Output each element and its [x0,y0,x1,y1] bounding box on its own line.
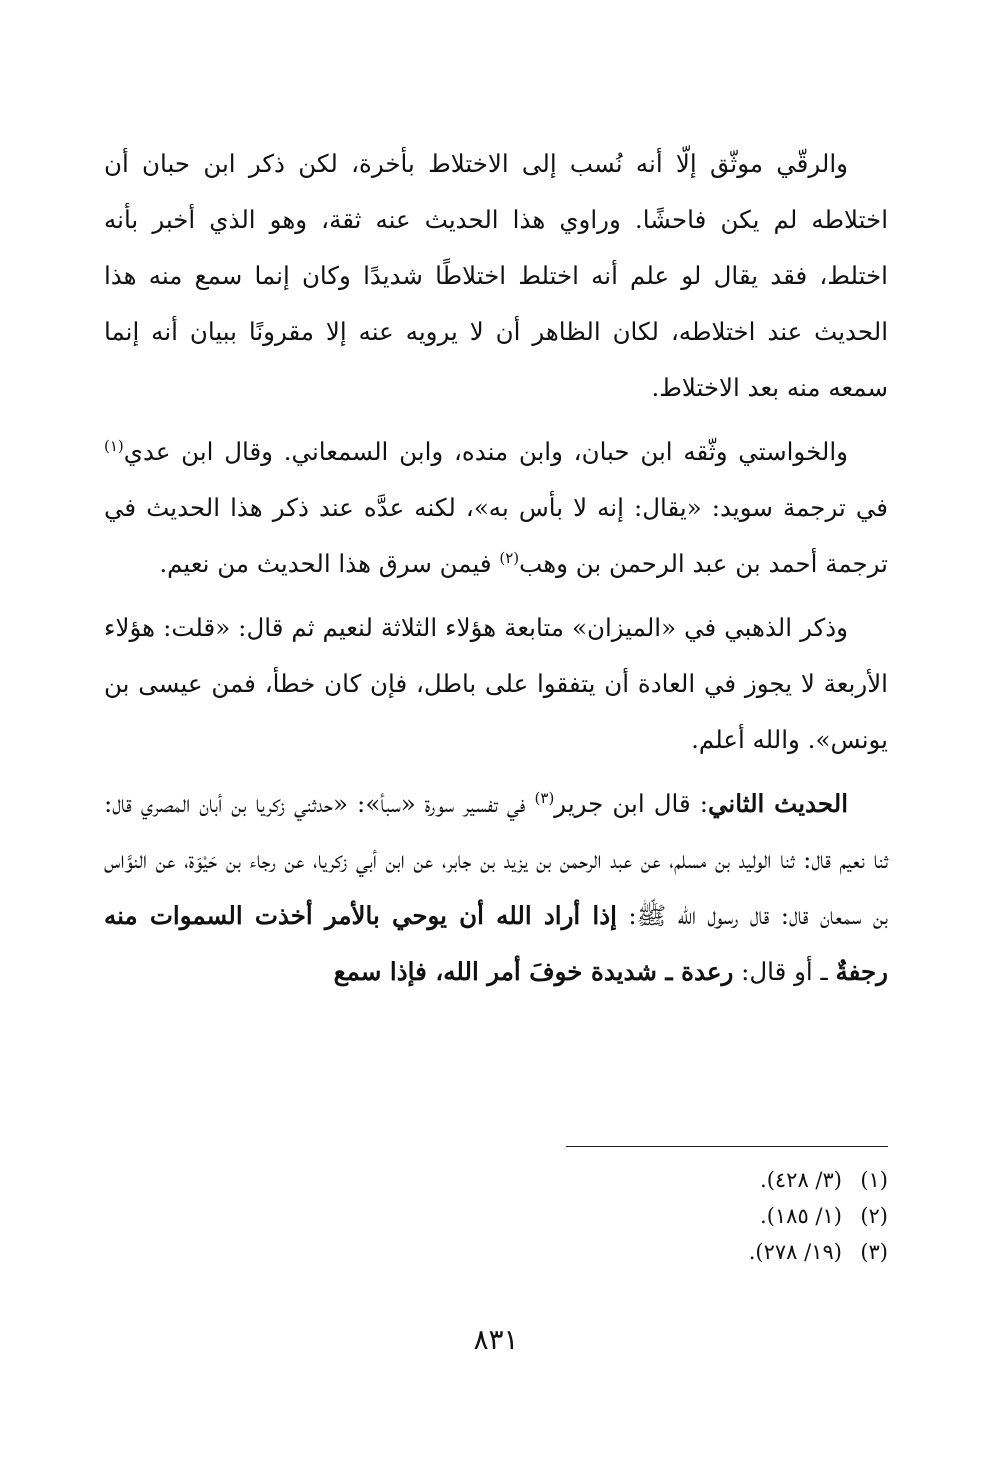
footnote-3 [488,1234,888,1270]
paragraph-4-text-c: ـ أو قال: [733,957,836,986]
section-heading: الحديث الثاني [708,789,848,818]
footnote-3-text: (١٩/ ٢٧٨). [748,1240,842,1264]
paragraph-3 [104,600,888,768]
paragraph-1 [104,136,888,416]
paragraph-3-text: وذكر الذهبي في «الميزان» متابعة هؤلاء الثلاثة لنعيم ثم قال: «قلت: هؤلاء الأربعة لا يجوز في العادة أن يتفقوا على باطل، فإن كان خطأ، فمن عيسى بن يونس». والله أعلم. [104,613,888,754]
footnote-2-number: (٢) [860,1204,888,1228]
footnote-1 [488,1162,888,1198]
page-number: ٨٣١ [473,1323,519,1356]
footnote-2-text: (١/ ١٨٥). [760,1204,842,1228]
footnote-ref-3[interactable]: (٣) [534,788,555,807]
footnote-ref-2[interactable]: (٢) [499,548,520,567]
footnote-1-text: (٣/ ٤٢٨). [760,1168,842,1192]
footnote-ref-1[interactable]: (١) [104,436,124,455]
paragraph-2-text-b: في ترجمة سويد: «يقال: إنه لا بأس به»، لكنه عدَّه عند ذكر هذا الحديث في ترجمة أحمد بن عبد الرحمن بن وهب [104,493,888,578]
footnote-3-number: (٣) [860,1240,888,1264]
main-text [104,136,888,1000]
paragraph-1-text: والرقّي موثّق إلّا أنه نُسب إلى الاختلاط بأخرة، لكن ذكر ابن حبان أن اختلاطه لم يكن فاحشًا. وراوي هذا الحديث عنه ثقة، وهو الذي أخبر بأنه اختلط، فقد يقال لو علم أنه اختلط اختلاطًا شديدًا وكان إنما سمع منه هذا الحديث عند اختلاطه، لكان الظاهر أن لا يرويه عنه إلا مقرونًا ببيان أنه إنما سمعه منه بعد الاختلاط. [104,149,888,402]
paragraph-2 [104,424,888,592]
footnotes-list [488,1162,888,1270]
paragraph-4 [104,776,888,1000]
paragraph-2-text-a: والخواستي وثّقه ابن حبان، وابن منده، وابن السمعاني. وقال ابن عدي [123,437,848,466]
paragraph-4-text-b: في تفسير سورة «سبأ»: «حدثني زكريا بن أبان المصري قال: ثنا نعيم قال: ثنا الوليد بن مسلم، عن عبد الرحمن بن يزيد بن جابر، عن ابن أبي زكريا، عن رجاء بن حَيْوَة، عن النوَّاس بن سمعان قال: قال رسول الله ﷺ: [104,789,888,930]
paragraph-4-text-a: : قال ابن جرير [554,789,708,818]
footnote-2 [488,1198,888,1234]
footnote-1-number: (١) [860,1168,888,1192]
paragraph-2-text-c: فيمن سرق هذا الحديث من نعيم. [159,549,500,578]
hadith-text-bold-1: إذا أراد الله أن يوحي بالأمر أخذت السموات منه رجفةٌ [104,901,888,986]
footnote-separator [566,1146,888,1147]
hadith-text-bold-2: رعدة ـ شديدة خوفَ أمر الله، فإذا سمع [333,957,734,986]
